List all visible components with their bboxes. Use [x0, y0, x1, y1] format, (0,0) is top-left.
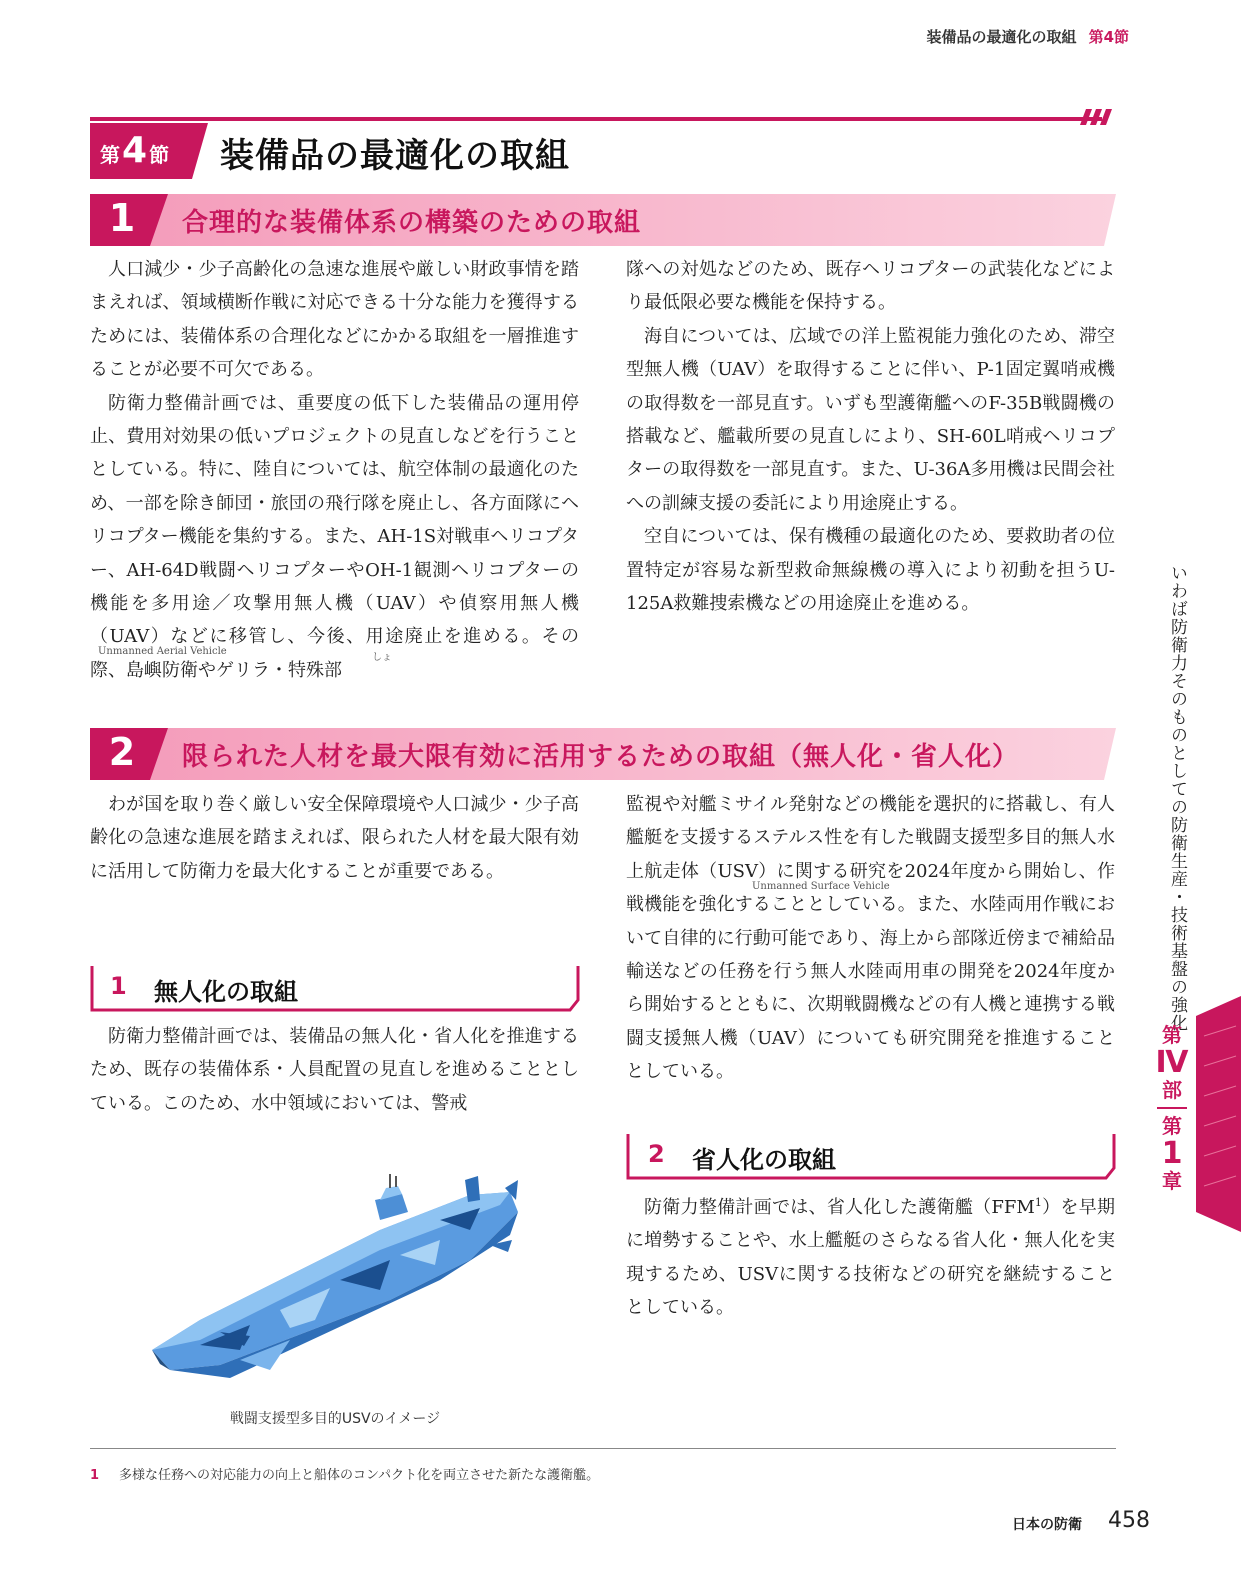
figure-caption: 戦闘支援型多目的USVのイメージ	[229, 1411, 441, 1427]
running-section: 第4節	[1088, 28, 1129, 46]
subsection-2-intro	[90, 788, 579, 888]
paragraph: 人口減少・少子高齢化の急速な進展や厳しい財政事情を踏まえれば、領域横断作戦に対応できる十分な能力を獲得するためには、装備体系の合理化などにかかる取組を一層推進することが必要不可欠である。	[90, 259, 579, 381]
ruby-uav: Unmanned Aerial Vehicle	[98, 646, 227, 657]
usv-illustration	[140, 1160, 540, 1390]
subsection-1-left-column	[90, 253, 579, 687]
footnote-rule	[90, 1448, 1116, 1449]
heading-1-title: 無人化の取組	[154, 978, 298, 1006]
side-tab-divider	[1157, 1107, 1187, 1109]
badge-number: 4	[122, 130, 148, 171]
subsection-2-number: 2	[108, 730, 136, 774]
paragraph: 防衛力整備計画では、装備品の無人化・省人化を推進するため、既存の装備体系・人員配置の見直しを進めることとしている。このため、水中領域においては、警戒	[90, 1026, 579, 1114]
badge-suffix: 節	[149, 143, 170, 167]
paragraph	[626, 1186, 1115, 1325]
side-tab-labels	[1150, 1024, 1194, 1192]
subsection-1-number: 1	[108, 196, 136, 240]
section-title: 装備品の最適化の取組	[220, 136, 570, 176]
paragraph: 監視や対艦ミサイル発射などの機能を選択的に搭載し、有人艦艇を支援するステルス性を有した戦闘支援型多目的無人水上航走体（USV）に関する研究を2024年度から開始し、作戦機能を強化することとしている。また、水陸両用作戦において自律的に行動可能であり、海上から部隊近傍まで補給品輸送などの任務を行う無人水陸両用車の開発を2024年度から開始するとともに、次期戦闘機などの有人機と連携する戦闘支援無人機（UAV）についても研究開発を推進することとしている。	[626, 794, 1115, 1083]
heading-2-number: 2	[648, 1140, 665, 1168]
chapter-label-number: 1	[1161, 1136, 1183, 1171]
part-title-vertical: いわば防衛力そのものとしての防衛生産・技術基盤の強化	[1167, 564, 1187, 1032]
chapter-label-bottom: 章	[1162, 1169, 1182, 1193]
paragraph: 海自については、広域での洋上監視能力強化のため、滞空型無人機（UAV）を取得することに伴い、P-1固定翼哨戒機の取得数を一部見直す。いずも型護衛艦へのF-35B戦闘機の搭載など、艦載所要の見直しにより、SH-60L哨戒ヘリコプターの取得数を一部見直す。また、U-36A多用機は民間会社への訓練支援の委託により用途廃止する。	[626, 325, 1115, 514]
text-part: 防衛力整備計画では、省人化した護衛艦（FFM	[644, 1197, 1035, 1218]
part-label-bottom: 部	[1162, 1078, 1182, 1102]
heading-2-text	[626, 1186, 1115, 1325]
footnote	[90, 1464, 599, 1483]
subsection-1-title: 合理的な装備体系の構築のための取組	[182, 208, 642, 238]
subsection-2-title: 限られた人材を最大限有効に活用するための取組（無人化・省人化）	[182, 742, 1020, 772]
part-label-top: 第	[1162, 1023, 1182, 1047]
footnote-text: 多様な任務への対応能力の向上と船体のコンパクト化を両立させた新たな護衛艦。	[119, 1468, 600, 1483]
section-badge-text	[100, 129, 192, 177]
publication-name: 日本の防衛	[1012, 1517, 1082, 1533]
subsection-1-right-column	[626, 253, 1115, 620]
text-part: ）を早期に増勢することや、水上艦艇のさらなる省人化・無人化を実現するため、USVに関する技術などの研究を継続することとしている。	[626, 1197, 1115, 1319]
heading-1-number: 1	[110, 972, 127, 1000]
ruby-usv: Unmanned Surface Vehicle	[752, 881, 890, 892]
paragraph: 隊への対処などのため、既存ヘリコプターの武装化などにより最低限必要な機能を保持する。	[626, 259, 1115, 314]
paragraph: 空自については、保有機種の最適化のため、要救助者の位置特定が容易な新型救命無線機の導入により初動を担うU-125A救難捜索機などの用途廃止を進める。	[626, 526, 1115, 615]
chapter-label-top: 第	[1162, 1114, 1182, 1138]
paragraph: わが国を取り巻く厳しい安全保障環境や人口減少・少子高齢化の急速な進展を踏まえれば、限られた人材を最大限有効に活用して防衛力を最大化することが重要である。	[90, 794, 579, 882]
running-title: 装備品の最適化の取組	[926, 28, 1077, 46]
badge-prefix: 第	[100, 143, 120, 167]
heading-1-text	[90, 1020, 579, 1120]
side-tab-bar	[1196, 996, 1241, 1232]
part-label-number: Ⅳ	[1155, 1045, 1189, 1080]
page-number: 458	[1108, 1508, 1150, 1533]
section-top-rule	[90, 117, 1102, 121]
footnote-ref[interactable]: 1	[1034, 1196, 1042, 1209]
decorative-slashes	[1076, 109, 1116, 125]
running-header	[927, 26, 1129, 47]
heading-2-title: 省人化の取組	[692, 1146, 836, 1174]
subsection-2-right-column	[626, 788, 1115, 1089]
ruby-sho: しょ	[372, 652, 392, 663]
footnote-number: 1	[90, 1468, 100, 1483]
paragraph: 防衛力整備計画では、重要度の低下した装備品の運用停止、費用対効果の低いプロジェクトの見直しなどを行うこととしている。特に、陸自については、航空体制の最適化のため、一部を除き師団・旅団の飛行隊を廃止し、各方面隊にヘリコプター機能を集約する。また、AH-1S対戦車ヘリコプター、AH-64D戦闘ヘリコプターやOH-1観測ヘリコプターの機能を多用途／攻撃用無人機（UAV）や偵察用無人機（UAV）などに移管し、今後、用途廃止を進める。その際、島嶼防衛やゲリラ・特殊部	[90, 392, 579, 681]
